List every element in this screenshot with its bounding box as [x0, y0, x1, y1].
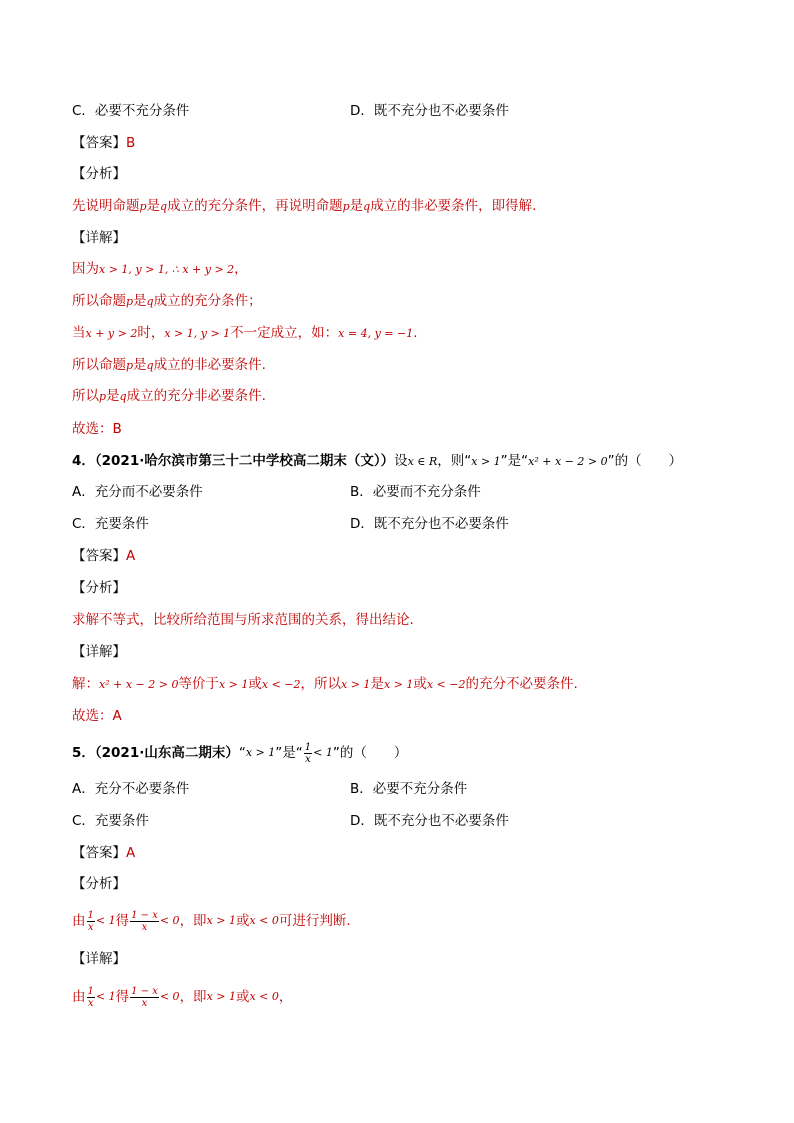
text: 成立的非必要条件，即得解.	[370, 198, 537, 214]
detail-label: 【详解】	[72, 644, 126, 660]
text: 先说明命题	[72, 198, 140, 214]
option-a: A．充分而不必要条件	[72, 484, 203, 500]
math: x + y > 2	[85, 327, 138, 340]
text: .	[413, 325, 418, 341]
math: x² + x − 2 > 0	[528, 455, 608, 468]
text: 不一定成立，如：	[230, 325, 339, 341]
text: ”的（ ）	[332, 745, 408, 761]
text: 当	[72, 325, 86, 341]
text: 或	[413, 676, 427, 692]
analysis-label: 【分析】	[72, 876, 126, 892]
text: 是	[349, 198, 364, 214]
math: x > 1	[206, 914, 236, 927]
text: 成立的非必要条件.	[153, 357, 266, 373]
analysis-label: 【分析】	[72, 166, 126, 182]
text: “	[238, 745, 246, 761]
fraction-denominator: x	[87, 997, 94, 1009]
math: x > 1	[383, 678, 414, 691]
text: 或	[235, 913, 250, 929]
text: ，即	[179, 913, 207, 929]
text: 可进行判断.	[278, 913, 351, 929]
answer-line	[72, 546, 135, 566]
fraction-numerator: 1	[87, 985, 94, 997]
answer-value: A	[126, 845, 136, 861]
text: 成立的充分条件，再说明命题	[167, 198, 343, 214]
math: x < −2	[426, 678, 466, 691]
math: x > 1	[218, 678, 249, 691]
math: p	[99, 390, 107, 403]
math: x > 1	[206, 990, 236, 1003]
text: ，	[234, 261, 248, 277]
detail-label: 【详解】	[72, 230, 126, 246]
text: 的充分不必要条件.	[465, 676, 578, 692]
detail-line-1	[72, 674, 578, 695]
fraction	[87, 910, 95, 933]
math: x ∈ R	[407, 455, 438, 468]
fraction-numerator: 1 − x	[131, 909, 158, 921]
answer-value: A	[126, 548, 136, 564]
math: p	[139, 200, 147, 213]
math: p	[126, 359, 134, 372]
fraction	[304, 742, 312, 765]
fraction-numerator: 1 − x	[131, 985, 158, 997]
fraction-denominator: x	[141, 997, 148, 1009]
text: 设	[394, 453, 408, 469]
math: x > 1	[245, 746, 276, 759]
option-d: D．既不充分也不必要条件	[350, 813, 509, 829]
answer-label: 【答案】	[72, 135, 126, 151]
text: 因为	[72, 261, 99, 277]
detail-line-4	[72, 355, 266, 376]
text: 时，	[137, 325, 165, 341]
answer-value: B	[126, 135, 136, 151]
math: x > 1	[341, 678, 371, 691]
math: x < −2	[261, 678, 301, 691]
answer-label: 【答案】	[72, 548, 126, 564]
text: 成立的充分条件；	[153, 293, 262, 309]
option-c: C．充要条件	[72, 516, 149, 532]
math: x > 1, y > 1, ∴ x + y > 2	[99, 263, 235, 276]
text: 是	[133, 293, 147, 309]
text: 等价于	[178, 676, 219, 692]
fraction-denominator: x	[87, 921, 94, 933]
math: p	[126, 295, 134, 308]
option-a: A．充分不必要条件	[72, 781, 190, 797]
detail-line-5	[72, 386, 266, 407]
question-5-stem	[72, 738, 407, 768]
fraction-denominator: x	[141, 921, 148, 933]
answer-line	[72, 843, 135, 863]
choice-line: 故选：B	[72, 421, 122, 437]
text: ”的（ ）	[607, 453, 683, 469]
math: x < 0	[249, 914, 279, 927]
text: 由	[72, 913, 86, 929]
text: ，	[278, 989, 293, 1005]
math: q	[160, 200, 168, 213]
option-b: B．必要而不充分条件	[350, 484, 481, 500]
text: 得	[115, 989, 130, 1005]
text: ，所以	[300, 676, 342, 692]
option-d: D．既不充分也不必要条件	[350, 103, 509, 119]
detail-line-1	[72, 980, 292, 1014]
text: 是	[106, 388, 120, 404]
fraction	[87, 986, 95, 1009]
math: < 0	[159, 914, 180, 927]
text: 成立的充分非必要条件.	[126, 388, 266, 404]
math: q	[363, 200, 371, 213]
math: q	[146, 359, 154, 372]
fraction-denominator: x	[305, 753, 311, 765]
math: < 1	[95, 990, 116, 1003]
text: 或	[235, 989, 250, 1005]
question-4-stem	[72, 451, 682, 472]
option-c: C．必要不充分条件	[72, 103, 190, 119]
fraction	[130, 986, 159, 1009]
option-b: B．必要不充分条件	[350, 781, 468, 797]
answer-label: 【答案】	[72, 845, 126, 861]
math: q	[119, 390, 127, 403]
fraction	[130, 910, 159, 933]
text: 所以	[72, 388, 99, 404]
text: 是	[146, 198, 161, 214]
option-d: D．既不充分也不必要条件	[350, 516, 509, 532]
math: < 1	[313, 746, 333, 759]
choice-line: 故选：A	[72, 708, 122, 724]
text: ”是“	[275, 745, 303, 761]
text: 由	[72, 989, 86, 1005]
fraction-numerator: 1	[304, 741, 312, 753]
text: 或	[248, 676, 262, 692]
detail-line-1	[72, 259, 248, 280]
question-source: 5．（2021·山东高二期末）	[72, 745, 239, 761]
math: x < 0	[249, 990, 279, 1003]
text: 得	[115, 913, 130, 929]
text: 是	[133, 357, 147, 373]
text: ，即	[179, 989, 207, 1005]
text: 所以命题	[72, 293, 126, 309]
math: p	[342, 200, 350, 213]
text: 所以命题	[72, 357, 126, 373]
text: ，则“	[437, 453, 472, 469]
math: q	[146, 295, 154, 308]
text: ”是“	[500, 453, 529, 469]
math: x = 4, y = −1	[338, 327, 414, 340]
question-source: 4．（2021·哈尔滨市第三十二中学校高二期末（文））	[72, 453, 395, 469]
math: x > 1, y > 1	[164, 327, 231, 340]
analysis-text	[72, 196, 536, 217]
analysis-label: 【分析】	[72, 580, 126, 596]
fraction-numerator: 1	[87, 909, 94, 921]
text: 是	[370, 676, 384, 692]
detail-label: 【详解】	[72, 951, 126, 967]
option-c: C．充要条件	[72, 813, 149, 829]
detail-line-2	[72, 291, 262, 312]
math: x > 1	[471, 455, 501, 468]
detail-line-3	[72, 323, 418, 344]
math: < 0	[159, 990, 180, 1003]
math: x² + x − 2 > 0	[99, 678, 179, 691]
text: 解：	[72, 676, 99, 692]
analysis-text: 求解不等式，比较所给范围与所求范围的关系，得出结论.	[72, 612, 414, 628]
math: < 1	[95, 914, 116, 927]
answer-line	[72, 133, 135, 153]
analysis-text	[72, 904, 351, 938]
